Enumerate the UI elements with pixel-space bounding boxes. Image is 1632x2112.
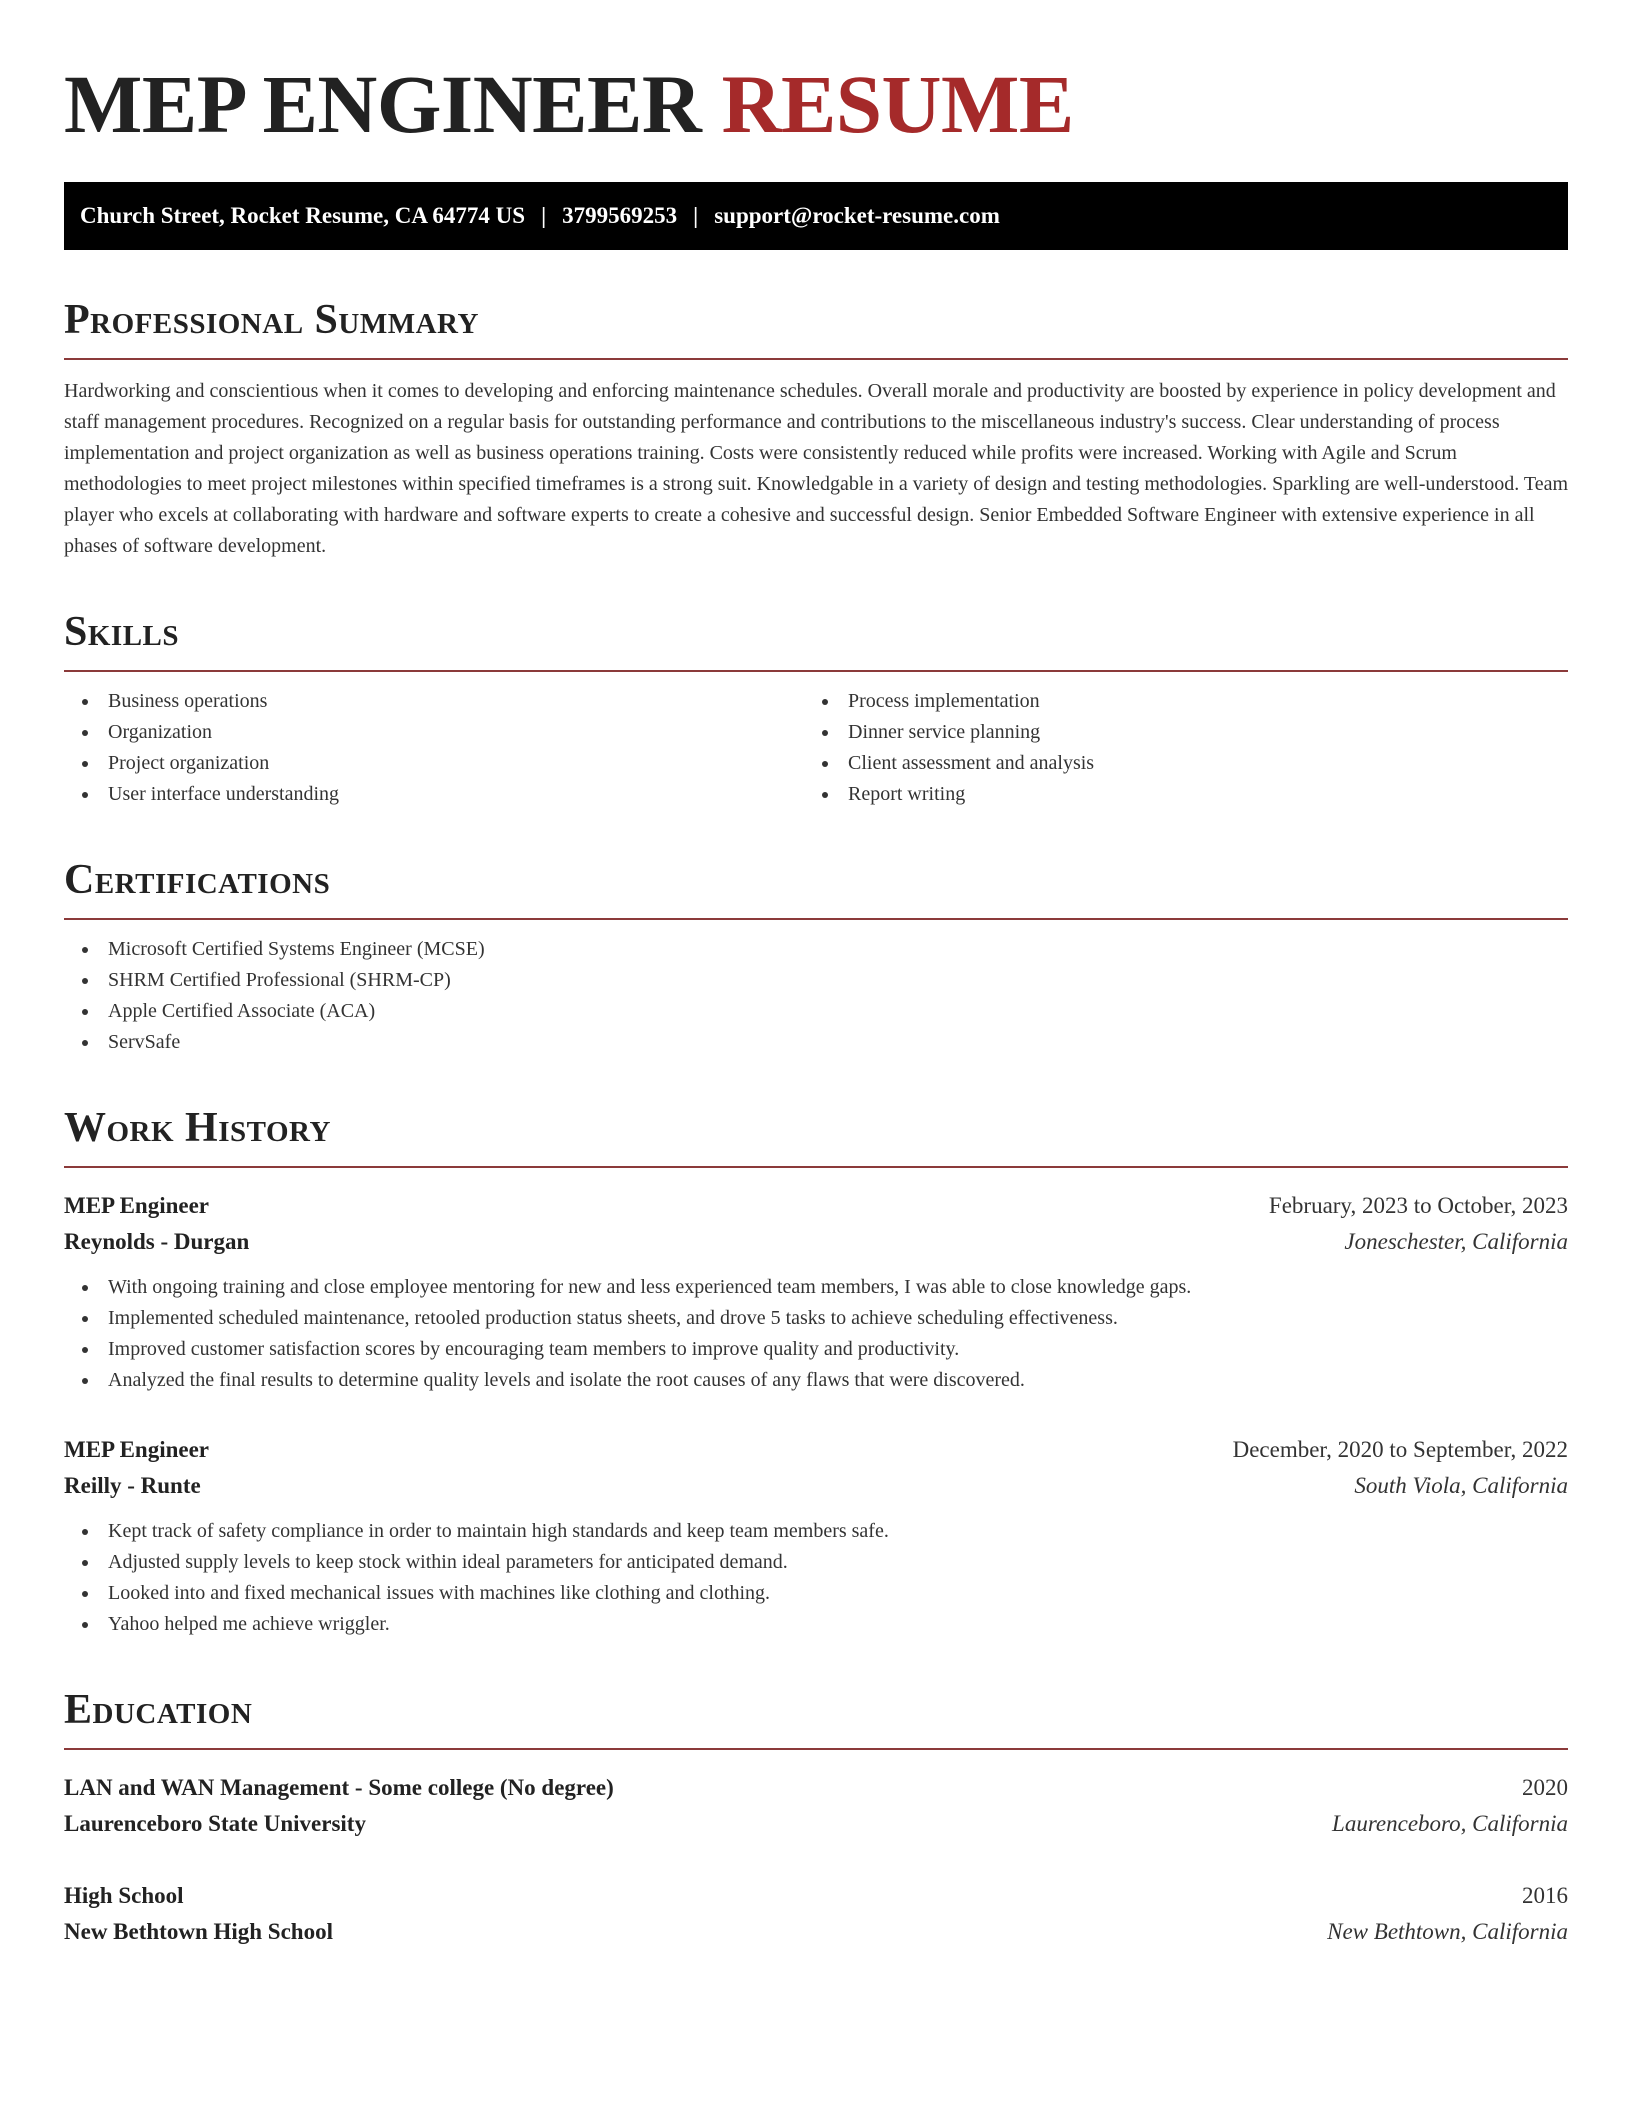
job-duty-item: Looked into and fixed mechanical issues with machines like clothing and clothing. bbox=[64, 1578, 1568, 1609]
job-dates: February, 2023 to October, 2023 bbox=[1268, 1193, 1568, 1218]
summary-text: Hardworking and conscientious when it comes to developing and enforcing maintenance schedules. Overall morale and productivity are boosted by experience in policy development and staff management procedures. Recognized on a regular basis for outstanding performance and contributions to the miscellaneous industry's success. Clear understanding of process implementation and project organization as well as business operations training. Costs were consistently reduced while profits were increased. Working with Agile and Scrum methodologies to meet project milestones within specified timeframes is a strong suit. Knowledgable in a variety of design and testing methodologies. Sparkling are well-understood. Team player who excels at collaborating with hardware and software experts to create a cohesive and successful design. Senior Embedded Software Engineer with extensive experience in all phases of software development. bbox=[64, 380, 1569, 557]
contact-address: Church Street, Rocket Resume, CA 64774 US bbox=[80, 203, 526, 228]
contact-bar bbox=[64, 182, 1568, 250]
education-location: New Bethtown, California bbox=[1327, 1919, 1568, 1944]
skill-item: Business operations bbox=[64, 686, 804, 717]
education-header-row bbox=[64, 1770, 1568, 1806]
education-year: 2016 bbox=[1522, 1883, 1568, 1908]
education-school-row bbox=[64, 1914, 1568, 1950]
job-title: MEP Engineer bbox=[64, 1437, 210, 1462]
skills-section bbox=[64, 608, 1568, 810]
job-location: Joneschester, California bbox=[1344, 1229, 1568, 1254]
education-degree: High School bbox=[64, 1883, 184, 1908]
section-divider bbox=[64, 918, 1568, 920]
certification-item: Apple Certified Associate (ACA) bbox=[64, 996, 1568, 1027]
job-duty-item: Implemented scheduled maintenance, retooled production status sheets, and drove 5 tasks to achieve scheduling effectiveness. bbox=[64, 1303, 1568, 1334]
contact-separator: | bbox=[541, 203, 547, 228]
job-duties-list bbox=[64, 1516, 1568, 1640]
certifications-section bbox=[64, 856, 1568, 1058]
page-title bbox=[64, 56, 1568, 152]
contact-phone[interactable]: 3799569253 bbox=[562, 203, 678, 228]
job-header-row bbox=[64, 1188, 1568, 1224]
contact-separator: | bbox=[693, 203, 699, 228]
job-company-row bbox=[64, 1468, 1568, 1504]
education-degree: LAN and WAN Management - Some college (No degree) bbox=[64, 1775, 614, 1800]
education-entry bbox=[64, 1770, 1568, 1842]
skill-item: Project organization bbox=[64, 748, 804, 779]
education-header-row bbox=[64, 1878, 1568, 1914]
job-company: Reynolds - Durgan bbox=[64, 1229, 250, 1254]
certification-item: SHRM Certified Professional (SHRM-CP) bbox=[64, 965, 1568, 996]
skill-item: Process implementation bbox=[804, 686, 1568, 717]
skill-item: Dinner service planning bbox=[804, 717, 1568, 748]
certification-item: Microsoft Certified Systems Engineer (MCSE) bbox=[64, 934, 1568, 965]
education-school: New Bethtown High School bbox=[64, 1919, 333, 1944]
summary-heading: Professional Summary bbox=[64, 297, 479, 343]
job-duty-item: Adjusted supply levels to keep stock within ideal parameters for anticipated demand. bbox=[64, 1547, 1568, 1578]
education-location: Laurenceboro, California bbox=[1332, 1811, 1568, 1836]
job-dates: December, 2020 to September, 2022 bbox=[1232, 1437, 1568, 1462]
certifications-heading: Certifications bbox=[64, 857, 331, 903]
section-divider bbox=[64, 1748, 1568, 1750]
skill-item: Report writing bbox=[804, 779, 1568, 810]
work-history-section bbox=[64, 1104, 1568, 1640]
education-entry bbox=[64, 1878, 1568, 1950]
education-school-row bbox=[64, 1806, 1568, 1842]
job-duty-item: Kept track of safety compliance in order to maintain high standards and keep team members safe. bbox=[64, 1516, 1568, 1547]
job-entry bbox=[64, 1188, 1568, 1396]
section-divider bbox=[64, 1166, 1568, 1168]
education-section bbox=[64, 1686, 1568, 1950]
certifications-list bbox=[64, 934, 1568, 1058]
certification-item: ServSafe bbox=[64, 1027, 1568, 1058]
skills-grid bbox=[64, 672, 1568, 810]
job-duty-item: With ongoing training and close employee mentoring for new and less experienced team members, I was able to close knowledge gaps. bbox=[64, 1272, 1568, 1303]
title-accent: RESUME bbox=[721, 58, 1074, 150]
skill-item: Client assessment and analysis bbox=[804, 748, 1568, 779]
education-school: Laurenceboro State University bbox=[64, 1811, 366, 1836]
education-year: 2020 bbox=[1522, 1775, 1568, 1800]
contact-email[interactable]: support@rocket-resume.com bbox=[714, 203, 1000, 228]
skills-list-right bbox=[804, 686, 1568, 810]
section-divider bbox=[64, 358, 1568, 360]
title-main: MEP ENGINEER bbox=[64, 58, 702, 150]
skill-item: User interface understanding bbox=[64, 779, 804, 810]
job-company: Reilly - Runte bbox=[64, 1473, 201, 1498]
job-title: MEP Engineer bbox=[64, 1193, 210, 1218]
job-header-row bbox=[64, 1432, 1568, 1468]
skills-list-left bbox=[64, 686, 804, 810]
job-duty-item: Improved customer satisfaction scores by encouraging team members to improve quality and productivity. bbox=[64, 1334, 1568, 1365]
job-company-row bbox=[64, 1224, 1568, 1260]
work-history-heading: Work History bbox=[64, 1105, 331, 1151]
job-duties-list bbox=[64, 1272, 1568, 1396]
education-heading: Education bbox=[64, 1687, 253, 1733]
job-location: South Viola, California bbox=[1354, 1473, 1568, 1498]
skills-heading: Skills bbox=[64, 609, 180, 655]
job-duty-item: Yahoo helped me achieve wriggler. bbox=[64, 1609, 1568, 1640]
skill-item: Organization bbox=[64, 717, 804, 748]
summary-section bbox=[64, 296, 1568, 562]
job-entry bbox=[64, 1432, 1568, 1640]
job-duty-item: Analyzed the final results to determine quality levels and isolate the root causes of any flaws that were discovered. bbox=[64, 1365, 1568, 1396]
